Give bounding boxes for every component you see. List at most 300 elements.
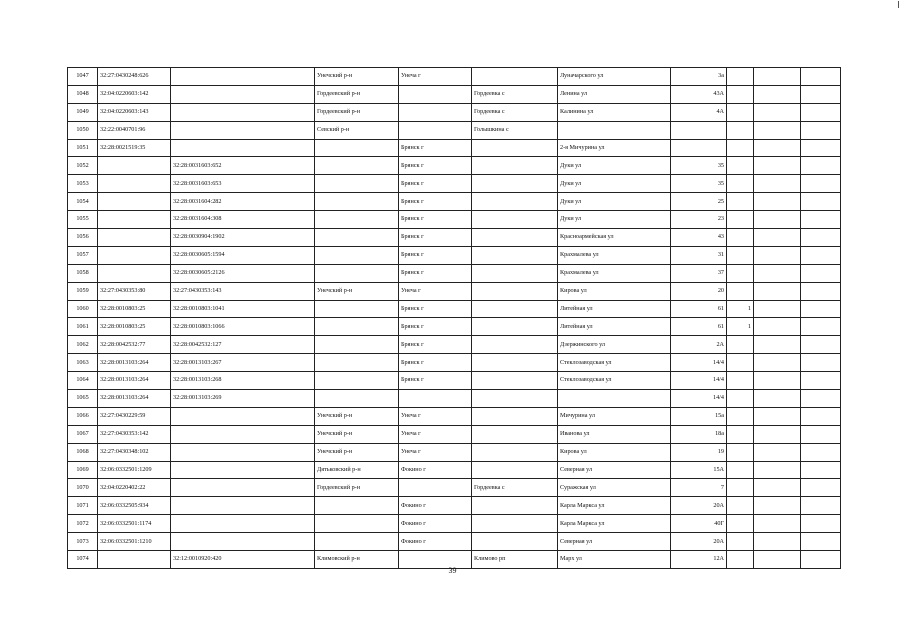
empty-cell-cell bbox=[801, 390, 841, 408]
building-cadastral-number-cell: 32:28:0031604:308 bbox=[171, 211, 315, 229]
flag-value-cell bbox=[727, 229, 754, 247]
empty-cell-cell bbox=[754, 336, 801, 354]
cadastral-number-cell bbox=[98, 246, 171, 264]
house-number-cell: 4А bbox=[671, 103, 727, 121]
district-cell bbox=[315, 139, 399, 157]
city-cell: Брянск г bbox=[399, 139, 472, 157]
empty-cell-cell bbox=[801, 282, 841, 300]
city-cell: Брянск г bbox=[399, 229, 472, 247]
house-number-cell: 20 bbox=[671, 282, 727, 300]
flag-value-cell: 1 bbox=[727, 318, 754, 336]
row-number-cell: 1050 bbox=[68, 121, 98, 139]
settlement-cell bbox=[472, 139, 558, 157]
cadastral-number-cell bbox=[98, 157, 171, 175]
district-cell: Дятьковский р-н bbox=[315, 461, 399, 479]
empty-cell-cell bbox=[801, 533, 841, 551]
district-cell: Унечский р-н bbox=[315, 443, 399, 461]
city-cell: Брянск г bbox=[399, 372, 472, 390]
house-number-cell: 18а bbox=[671, 425, 727, 443]
empty-cell-cell bbox=[801, 68, 841, 86]
house-number-cell: 43А bbox=[671, 85, 727, 103]
settlement-cell bbox=[472, 515, 558, 533]
building-cadastral-number-cell: 32:28:0013103:268 bbox=[171, 372, 315, 390]
city-cell: Фокино г bbox=[399, 461, 472, 479]
house-number-cell: 40Г bbox=[671, 515, 727, 533]
cadastral-number-cell bbox=[98, 229, 171, 247]
row-number-cell: 1056 bbox=[68, 229, 98, 247]
empty-cell-cell bbox=[801, 139, 841, 157]
flag-value-cell bbox=[727, 139, 754, 157]
table-row bbox=[68, 336, 841, 354]
district-cell bbox=[315, 300, 399, 318]
district-cell: Унечский р-н bbox=[315, 425, 399, 443]
cadastral-number-cell bbox=[98, 175, 171, 193]
city-cell: Фокино г bbox=[399, 515, 472, 533]
flag-value-cell bbox=[727, 425, 754, 443]
district-cell bbox=[315, 336, 399, 354]
row-number-cell: 1067 bbox=[68, 425, 98, 443]
empty-cell-cell bbox=[754, 515, 801, 533]
empty-cell-cell bbox=[801, 246, 841, 264]
table-row bbox=[68, 390, 841, 408]
city-cell: Брянск г bbox=[399, 157, 472, 175]
empty-cell-cell bbox=[801, 515, 841, 533]
row-number-cell: 1060 bbox=[68, 300, 98, 318]
empty-cell-cell bbox=[754, 390, 801, 408]
table-row bbox=[68, 121, 841, 139]
building-cadastral-number-cell: 32:28:0010803:1041 bbox=[171, 300, 315, 318]
row-number-cell: 1055 bbox=[68, 211, 98, 229]
settlement-cell bbox=[472, 390, 558, 408]
table-row bbox=[68, 479, 841, 497]
row-number-cell: 1063 bbox=[68, 354, 98, 372]
cadastral-number-cell: 32:27:0430353:142 bbox=[98, 425, 171, 443]
row-number-cell: 1057 bbox=[68, 246, 98, 264]
district-cell: Гордеевский р-н bbox=[315, 85, 399, 103]
flag-value-cell bbox=[727, 336, 754, 354]
empty-cell-cell bbox=[754, 425, 801, 443]
row-number-cell: 1053 bbox=[68, 175, 98, 193]
district-cell: Севский р-н bbox=[315, 121, 399, 139]
city-cell bbox=[399, 390, 472, 408]
district-cell bbox=[315, 211, 399, 229]
empty-cell-cell bbox=[754, 354, 801, 372]
empty-cell-cell bbox=[754, 246, 801, 264]
settlement-cell bbox=[472, 229, 558, 247]
city-cell: Брянск г bbox=[399, 300, 472, 318]
cadastral-number-cell: 32:04:0220603:142 bbox=[98, 85, 171, 103]
empty-cell-cell bbox=[801, 264, 841, 282]
city-cell: Брянск г bbox=[399, 175, 472, 193]
district-cell bbox=[315, 246, 399, 264]
empty-cell-cell bbox=[754, 103, 801, 121]
building-cadastral-number-cell: 32:28:0013103:269 bbox=[171, 390, 315, 408]
empty-cell-cell bbox=[754, 461, 801, 479]
district-cell bbox=[315, 497, 399, 515]
settlement-cell bbox=[472, 264, 558, 282]
flag-value-cell bbox=[727, 282, 754, 300]
building-cadastral-number-cell bbox=[171, 407, 315, 425]
flag-value-cell bbox=[727, 461, 754, 479]
street-cell: Карла Маркса ул bbox=[558, 515, 671, 533]
building-cadastral-number-cell: 32:28:0010803:1066 bbox=[171, 318, 315, 336]
empty-cell-cell bbox=[754, 497, 801, 515]
table-row bbox=[68, 175, 841, 193]
row-number-cell: 1049 bbox=[68, 103, 98, 121]
street-cell: 2-я Мичурина ул bbox=[558, 139, 671, 157]
empty-cell-cell bbox=[801, 497, 841, 515]
district-cell bbox=[315, 533, 399, 551]
empty-cell-cell bbox=[801, 479, 841, 497]
city-cell bbox=[399, 479, 472, 497]
settlement-cell: Голышкина с bbox=[472, 121, 558, 139]
table-row bbox=[68, 372, 841, 390]
flag-value-cell bbox=[727, 85, 754, 103]
flag-value-cell bbox=[727, 533, 754, 551]
empty-cell-cell bbox=[801, 354, 841, 372]
empty-cell-cell bbox=[801, 372, 841, 390]
building-cadastral-number-cell: 32:28:0013103:267 bbox=[171, 354, 315, 372]
district-cell bbox=[315, 318, 399, 336]
empty-cell-cell bbox=[754, 193, 801, 211]
empty-cell-cell bbox=[801, 193, 841, 211]
building-cadastral-number-cell: 32:28:0031603:653 bbox=[171, 175, 315, 193]
district-cell bbox=[315, 372, 399, 390]
empty-cell-cell bbox=[754, 533, 801, 551]
empty-cell-cell bbox=[754, 139, 801, 157]
settlement-cell: Климово рп bbox=[472, 551, 558, 569]
table-row bbox=[68, 246, 841, 264]
district-cell: Унечский р-н bbox=[315, 282, 399, 300]
row-number-cell: 1048 bbox=[68, 85, 98, 103]
street-cell: Калинина ул bbox=[558, 103, 671, 121]
empty-cell-cell bbox=[754, 211, 801, 229]
table-row bbox=[68, 264, 841, 282]
district-cell bbox=[315, 157, 399, 175]
street-cell: Марх ул bbox=[558, 551, 671, 569]
page-number: 39 bbox=[448, 566, 457, 575]
city-cell: Брянск г bbox=[399, 193, 472, 211]
empty-cell-cell bbox=[754, 85, 801, 103]
building-cadastral-number-cell bbox=[171, 425, 315, 443]
cadastral-number-cell: 32:28:0013103:264 bbox=[98, 372, 171, 390]
district-cell bbox=[315, 175, 399, 193]
building-cadastral-number-cell: 32:28:0030904:1902 bbox=[171, 229, 315, 247]
settlement-cell: Гордеевка с bbox=[472, 85, 558, 103]
flag-value-cell: 1 bbox=[727, 300, 754, 318]
building-cadastral-number-cell: 32:28:0031603:652 bbox=[171, 157, 315, 175]
cadastral-number-cell: 32:28:0042532:77 bbox=[98, 336, 171, 354]
street-cell: Литейная ул bbox=[558, 300, 671, 318]
building-cadastral-number-cell: 32:12:0010920:420 bbox=[171, 551, 315, 569]
table-row bbox=[68, 229, 841, 247]
empty-cell-cell bbox=[801, 443, 841, 461]
row-number-cell: 1062 bbox=[68, 336, 98, 354]
cadastral-number-cell: 32:22:0040701:96 bbox=[98, 121, 171, 139]
street-cell: Северная ул bbox=[558, 461, 671, 479]
settlement-cell bbox=[472, 372, 558, 390]
flag-value-cell bbox=[727, 121, 754, 139]
settlement-cell bbox=[472, 157, 558, 175]
empty-cell-cell bbox=[801, 175, 841, 193]
district-cell: Гордеевский р-н bbox=[315, 103, 399, 121]
settlement-cell bbox=[472, 211, 558, 229]
settlement-cell bbox=[472, 497, 558, 515]
table-row bbox=[68, 515, 841, 533]
house-number-cell: 14/4 bbox=[671, 390, 727, 408]
table-row bbox=[68, 85, 841, 103]
flag-value-cell bbox=[727, 175, 754, 193]
table-row bbox=[68, 300, 841, 318]
empty-cell-cell bbox=[754, 264, 801, 282]
city-cell: Брянск г bbox=[399, 211, 472, 229]
house-number-cell: 61 bbox=[671, 318, 727, 336]
empty-cell-cell bbox=[801, 407, 841, 425]
city-cell: Унеча г bbox=[399, 407, 472, 425]
street-cell: Кирова ул bbox=[558, 282, 671, 300]
street-cell: Луначарского ул bbox=[558, 68, 671, 86]
street-cell bbox=[558, 121, 671, 139]
empty-cell-cell bbox=[801, 318, 841, 336]
house-number-cell: 25 bbox=[671, 193, 727, 211]
district-cell: Гордеевский р-н bbox=[315, 479, 399, 497]
settlement-cell bbox=[472, 175, 558, 193]
settlement-cell: Гордеевка с bbox=[472, 479, 558, 497]
district-cell: Климовский р-н bbox=[315, 551, 399, 569]
empty-cell-cell bbox=[801, 336, 841, 354]
table-row bbox=[68, 157, 841, 175]
street-cell: Стеклозаводская ул bbox=[558, 372, 671, 390]
empty-cell-cell bbox=[801, 103, 841, 121]
house-number-cell: 23 bbox=[671, 211, 727, 229]
empty-cell-cell bbox=[754, 407, 801, 425]
row-number-cell: 1065 bbox=[68, 390, 98, 408]
table-row bbox=[68, 68, 841, 86]
empty-cell-cell bbox=[754, 282, 801, 300]
city-cell: Унеча г bbox=[399, 68, 472, 86]
table-row bbox=[68, 318, 841, 336]
flag-value-cell bbox=[727, 497, 754, 515]
house-number-cell: 14/4 bbox=[671, 372, 727, 390]
cadastral-number-cell: 32:04:0220603:143 bbox=[98, 103, 171, 121]
cadastral-number-cell: 32:06:0332505:934 bbox=[98, 497, 171, 515]
settlement-cell bbox=[472, 246, 558, 264]
house-number-cell: 19 bbox=[671, 443, 727, 461]
settlement-cell bbox=[472, 425, 558, 443]
flag-value-cell bbox=[727, 193, 754, 211]
table-row bbox=[68, 103, 841, 121]
empty-cell-cell bbox=[754, 318, 801, 336]
city-cell bbox=[399, 85, 472, 103]
row-number-cell: 1059 bbox=[68, 282, 98, 300]
cadastral-number-cell: 32:04:0220402:22 bbox=[98, 479, 171, 497]
row-number-cell: 1072 bbox=[68, 515, 98, 533]
settlement-cell: Гордеевка с bbox=[472, 103, 558, 121]
house-number-cell: 7 bbox=[671, 479, 727, 497]
flag-value-cell bbox=[727, 443, 754, 461]
district-cell bbox=[315, 515, 399, 533]
empty-cell-cell bbox=[754, 479, 801, 497]
district-cell bbox=[315, 193, 399, 211]
house-number-cell: 31 bbox=[671, 246, 727, 264]
table-row bbox=[68, 139, 841, 157]
cadastral-number-cell bbox=[98, 193, 171, 211]
registry-rows bbox=[68, 68, 841, 569]
street-cell: Дуки ул bbox=[558, 211, 671, 229]
house-number-cell bbox=[671, 121, 727, 139]
street-cell: Суражская ул bbox=[558, 479, 671, 497]
cadastral-number-cell: 32:06:0332501:1174 bbox=[98, 515, 171, 533]
city-cell: Брянск г bbox=[399, 318, 472, 336]
row-number-cell: 1052 bbox=[68, 157, 98, 175]
cadastral-number-cell bbox=[98, 211, 171, 229]
row-number-cell: 1054 bbox=[68, 193, 98, 211]
house-number-cell: 20А bbox=[671, 533, 727, 551]
house-number-cell: 35 bbox=[671, 157, 727, 175]
row-number-cell: 1061 bbox=[68, 318, 98, 336]
house-number-cell: 43 bbox=[671, 229, 727, 247]
settlement-cell bbox=[472, 300, 558, 318]
building-cadastral-number-cell: 32:27:0430353:143 bbox=[171, 282, 315, 300]
settlement-cell bbox=[472, 443, 558, 461]
empty-cell-cell bbox=[801, 85, 841, 103]
street-cell: Крахмалева ул bbox=[558, 264, 671, 282]
settlement-cell bbox=[472, 354, 558, 372]
scan-edge-mark bbox=[898, 1, 899, 8]
empty-cell-cell bbox=[801, 121, 841, 139]
building-cadastral-number-cell bbox=[171, 103, 315, 121]
flag-value-cell bbox=[727, 246, 754, 264]
city-cell: Фокино г bbox=[399, 497, 472, 515]
row-number-cell: 1070 bbox=[68, 479, 98, 497]
table-row bbox=[68, 282, 841, 300]
house-number-cell: 3а bbox=[671, 68, 727, 86]
city-cell: Брянск г bbox=[399, 264, 472, 282]
empty-cell-cell bbox=[801, 229, 841, 247]
table-row bbox=[68, 407, 841, 425]
cadastral-number-cell: 32:27:0430353:80 bbox=[98, 282, 171, 300]
street-cell: Северная ул bbox=[558, 533, 671, 551]
table-row bbox=[68, 425, 841, 443]
building-cadastral-number-cell bbox=[171, 533, 315, 551]
table-row bbox=[68, 443, 841, 461]
city-cell: Унеча г bbox=[399, 282, 472, 300]
settlement-cell bbox=[472, 533, 558, 551]
city-cell: Унеча г bbox=[399, 425, 472, 443]
cadastral-number-cell: 32:06:0332501:1209 bbox=[98, 461, 171, 479]
street-cell: Дуки ул bbox=[558, 193, 671, 211]
row-number-cell: 1073 bbox=[68, 533, 98, 551]
district-cell bbox=[315, 229, 399, 247]
street-cell: Кирова ул bbox=[558, 443, 671, 461]
building-cadastral-number-cell bbox=[171, 497, 315, 515]
street-cell: Дуки ул bbox=[558, 157, 671, 175]
flag-value-cell bbox=[727, 264, 754, 282]
empty-cell-cell bbox=[754, 443, 801, 461]
flag-value-cell bbox=[727, 354, 754, 372]
house-number-cell: 35 bbox=[671, 175, 727, 193]
street-cell: Иванова ул bbox=[558, 425, 671, 443]
district-cell: Унечский р-н bbox=[315, 68, 399, 86]
street-cell: Карла Маркса ул bbox=[558, 497, 671, 515]
empty-cell-cell bbox=[801, 461, 841, 479]
building-cadastral-number-cell: 32:28:0042532:127 bbox=[171, 336, 315, 354]
empty-cell-cell bbox=[754, 121, 801, 139]
cadastral-number-cell: 32:28:0013103:264 bbox=[98, 390, 171, 408]
street-cell: Стеклозаводская ул bbox=[558, 354, 671, 372]
building-cadastral-number-cell bbox=[171, 461, 315, 479]
house-number-cell: 14/4 bbox=[671, 354, 727, 372]
cadastral-number-cell: 32:27:0430348:102 bbox=[98, 443, 171, 461]
cadastral-number-cell: 32:27:0430229:59 bbox=[98, 407, 171, 425]
district-cell: Унечский р-н bbox=[315, 407, 399, 425]
settlement-cell bbox=[472, 461, 558, 479]
street-cell: Литейная ул bbox=[558, 318, 671, 336]
street-cell: Красноармейская ул bbox=[558, 229, 671, 247]
city-cell: Фокино г bbox=[399, 533, 472, 551]
row-number-cell: 1068 bbox=[68, 443, 98, 461]
cadastral-number-cell: 32:28:0010803:25 bbox=[98, 318, 171, 336]
empty-cell-cell bbox=[754, 300, 801, 318]
empty-cell-cell bbox=[801, 300, 841, 318]
city-cell: Брянск г bbox=[399, 246, 472, 264]
empty-cell-cell bbox=[754, 175, 801, 193]
house-number-cell: 2А bbox=[671, 336, 727, 354]
building-cadastral-number-cell bbox=[171, 515, 315, 533]
row-number-cell: 1066 bbox=[68, 407, 98, 425]
empty-cell-cell bbox=[754, 157, 801, 175]
building-cadastral-number-cell bbox=[171, 68, 315, 86]
street-cell bbox=[558, 390, 671, 408]
empty-cell-cell bbox=[754, 229, 801, 247]
cadastral-number-cell: 32:28:0013103:264 bbox=[98, 354, 171, 372]
flag-value-cell bbox=[727, 372, 754, 390]
row-number-cell: 1064 bbox=[68, 372, 98, 390]
settlement-cell bbox=[472, 318, 558, 336]
street-cell: Мичурина ул bbox=[558, 407, 671, 425]
empty-cell-cell bbox=[754, 372, 801, 390]
settlement-cell bbox=[472, 68, 558, 86]
house-number-cell: 61 bbox=[671, 300, 727, 318]
flag-value-cell bbox=[727, 157, 754, 175]
flag-value-cell bbox=[727, 407, 754, 425]
empty-cell-cell bbox=[801, 157, 841, 175]
city-cell: Брянск г bbox=[399, 336, 472, 354]
flag-value-cell bbox=[727, 390, 754, 408]
row-number-cell: 1058 bbox=[68, 264, 98, 282]
table-row bbox=[68, 533, 841, 551]
house-number-cell: 20А bbox=[671, 497, 727, 515]
row-number-cell: 1074 bbox=[68, 551, 98, 569]
district-cell bbox=[315, 354, 399, 372]
flag-value-cell bbox=[727, 68, 754, 86]
house-number-cell: 15А bbox=[671, 461, 727, 479]
city-cell: Унеча г bbox=[399, 443, 472, 461]
cadastral-number-cell bbox=[98, 264, 171, 282]
settlement-cell bbox=[472, 282, 558, 300]
city-cell bbox=[399, 121, 472, 139]
building-cadastral-number-cell bbox=[171, 139, 315, 157]
empty-cell-cell bbox=[754, 68, 801, 86]
cadastral-number-cell: 32:28:0021519:35 bbox=[98, 139, 171, 157]
house-number-cell: 15а bbox=[671, 407, 727, 425]
building-cadastral-number-cell bbox=[171, 85, 315, 103]
table-row bbox=[68, 497, 841, 515]
flag-value-cell bbox=[727, 515, 754, 533]
building-cadastral-number-cell bbox=[171, 479, 315, 497]
table-row bbox=[68, 193, 841, 211]
row-number-cell: 1069 bbox=[68, 461, 98, 479]
